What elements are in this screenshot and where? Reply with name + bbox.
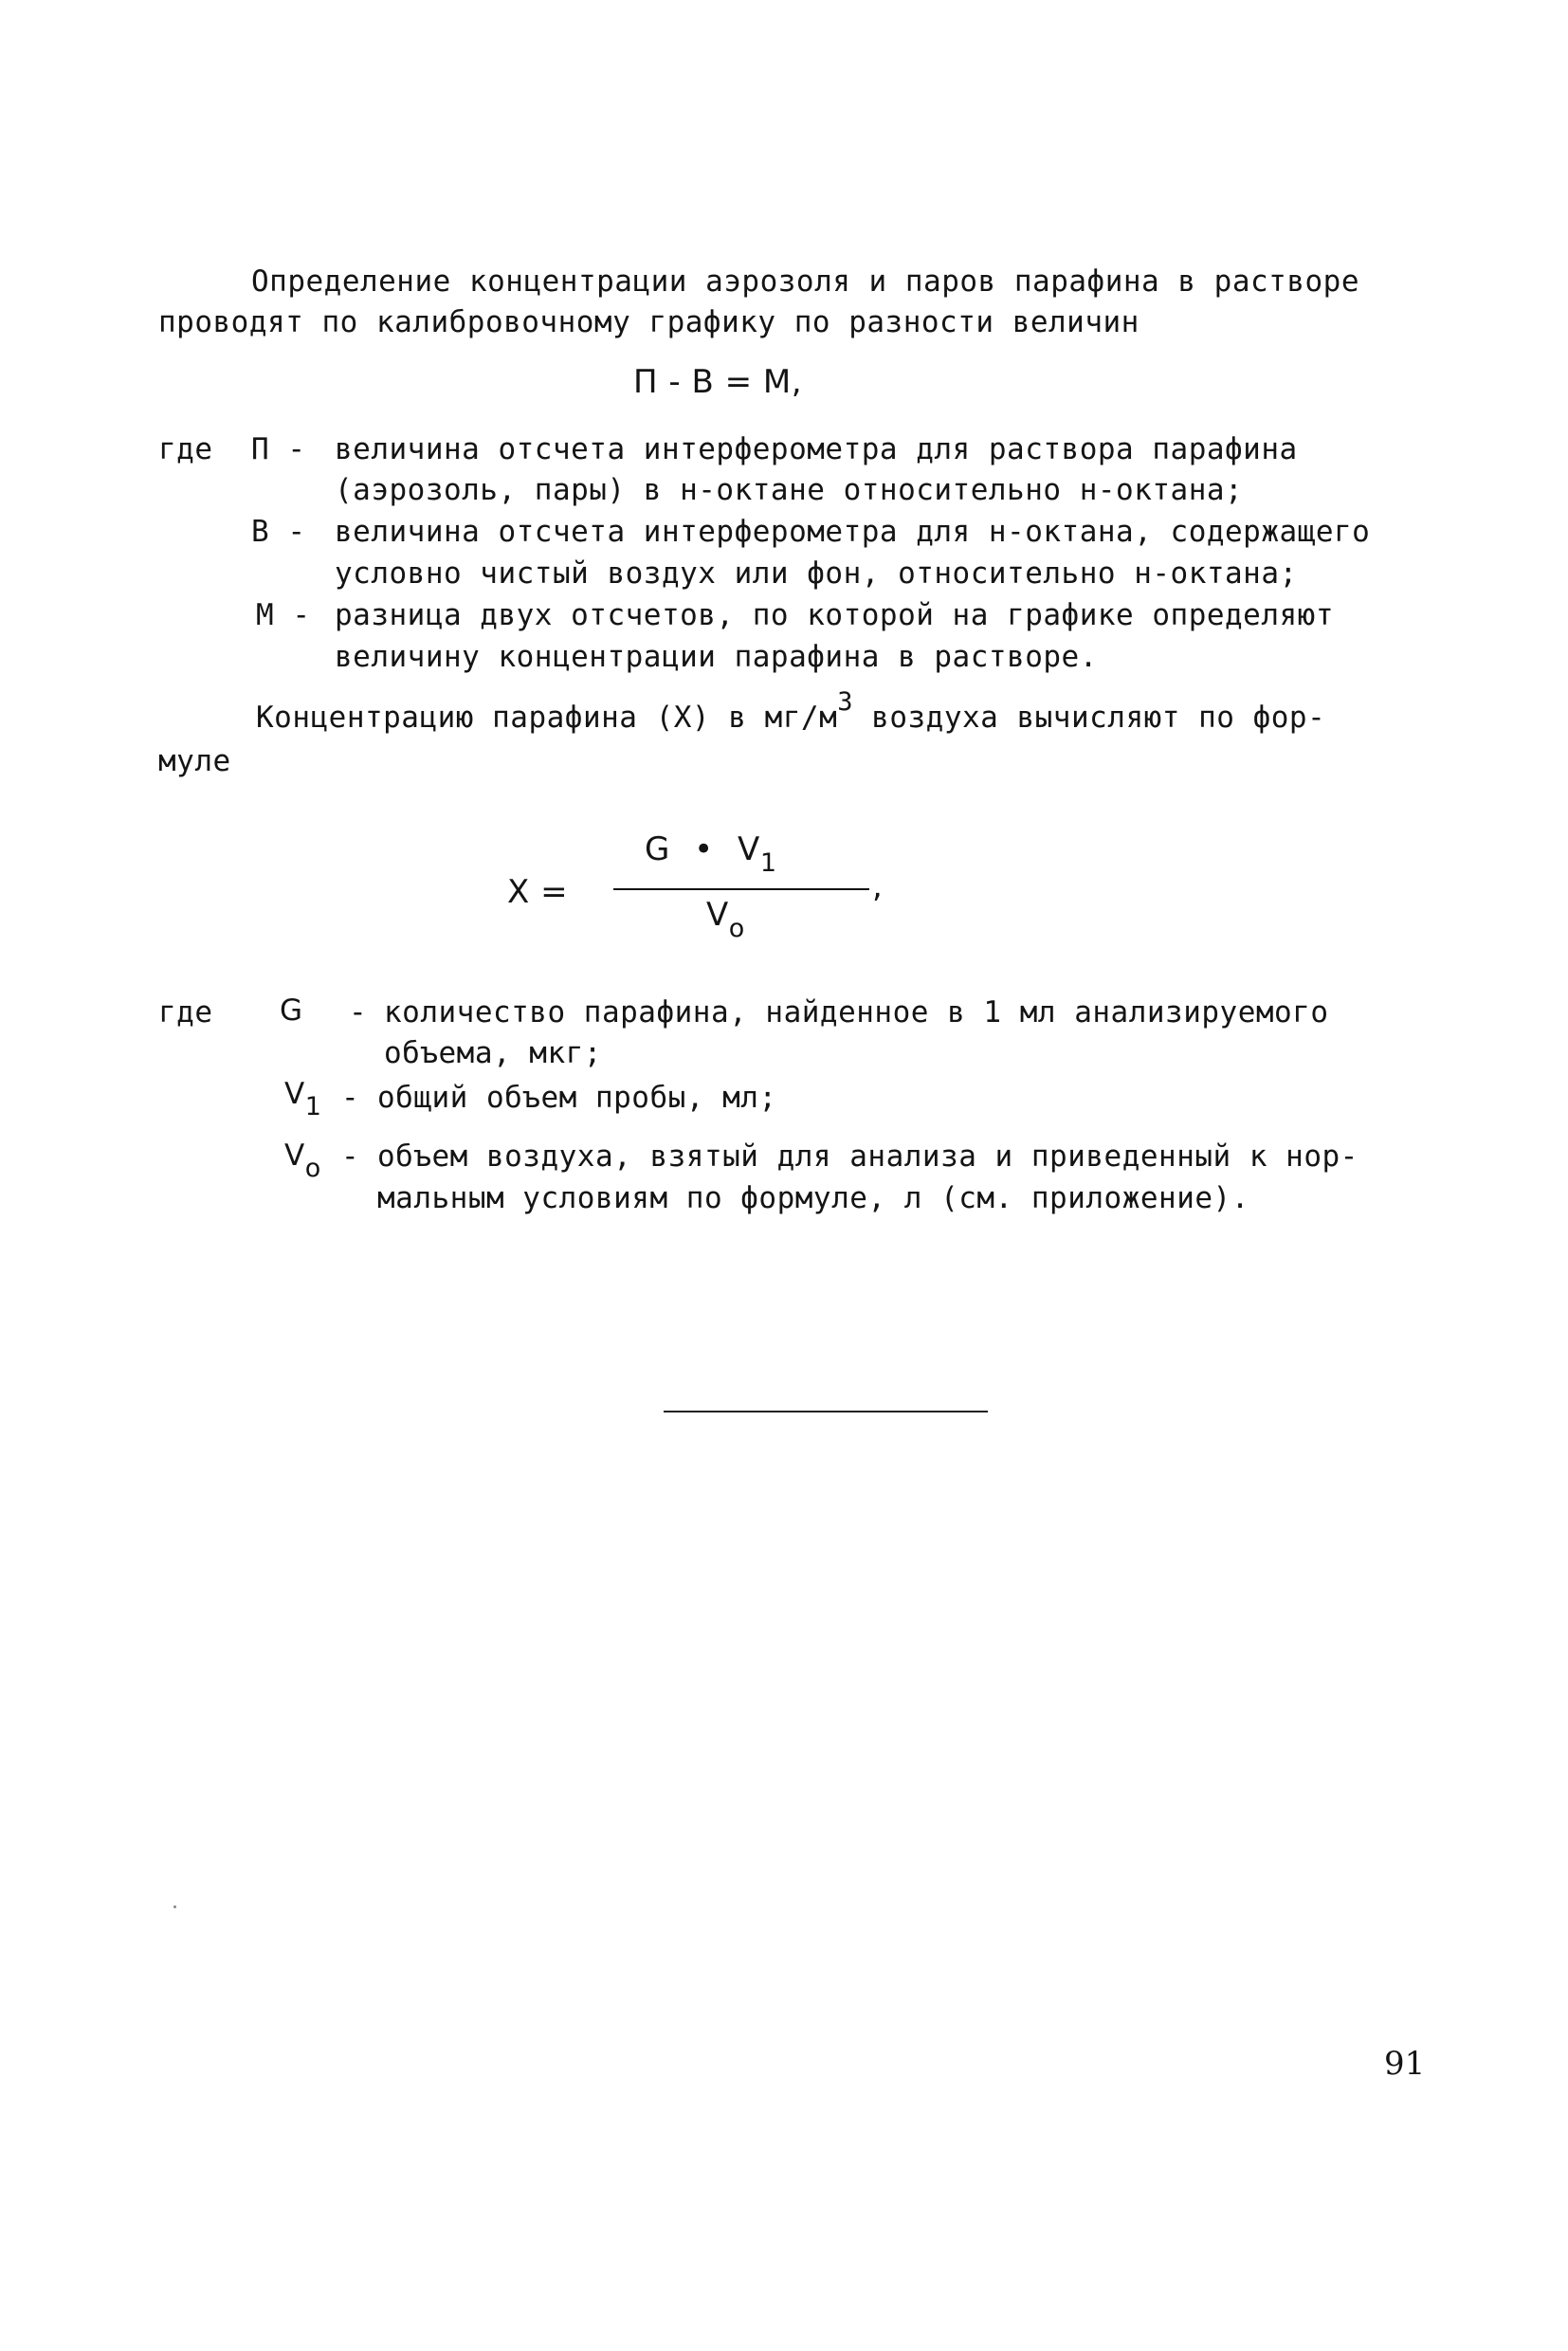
formula-trailing-comma: , (872, 867, 884, 905)
def-m-symbol: М - (256, 598, 311, 632)
numerator-v-subscript: 1 (759, 848, 777, 878)
def-m-line-2: величину концентрации парафина в растворе. (335, 640, 1098, 674)
para2-line-1 (256, 687, 1326, 738)
denominator-v: V (706, 896, 729, 934)
para2-text-a: Концентрацию парафина (X) в мг/м (256, 701, 838, 735)
denominator-v-subscript: o (728, 914, 745, 943)
para2-text-b: воздуха вычисляют по фор- (853, 701, 1326, 735)
formula-numerator (645, 830, 777, 878)
cubic-superscript: 3 (837, 687, 853, 717)
where-label-1: где (158, 432, 213, 466)
def-v0-line-2: мальным условиям по формуле, л (см. приложение). (377, 1181, 1249, 1215)
v1-subscript: 1 (304, 1092, 322, 1121)
def-v1-dash: - (341, 1081, 360, 1115)
def-p-line-1: величина отсчета интерферометра для раствора парафина (335, 432, 1298, 466)
def-v0-dash: - (341, 1139, 360, 1174)
def-b-line-2: условно чистый воздух или фон, относительно н-октана; (335, 556, 1298, 591)
def-g-line-2: объема, мкг; (384, 1036, 602, 1070)
fraction-bar (613, 888, 869, 890)
v0-subscript: o (304, 1154, 321, 1183)
def-p-symbol: П - (251, 432, 306, 466)
def-m-line-1: разница двух отсчетов, по которой на графике определяют (335, 598, 1334, 632)
def-v0-line-1: объем воздуха, взятый для анализа и приведенный к нор- (377, 1139, 1358, 1174)
def-g-dash: - (349, 995, 368, 1030)
numerator-dot: • (694, 830, 714, 868)
def-b-line-1: величина отсчета интерферометра для н-октана, содержащего (335, 515, 1371, 549)
def-v0-symbol (284, 1137, 321, 1183)
def-g-symbol: G (280, 993, 303, 1028)
intro-line-2: проводят по калибровочному графику по разности величин (158, 305, 1140, 339)
def-p-line-2: (аэрозоль, пары) в н-октане относительно н-октана; (335, 473, 1244, 507)
def-b-symbol: В - (251, 515, 306, 549)
numerator-v: V (738, 830, 760, 868)
equation-difference: П - В = М, (633, 363, 803, 401)
para2-line-2: муле (158, 744, 231, 778)
page-number: 91 (1384, 2045, 1426, 2083)
def-v1-line-1: общий объем пробы, мл; (377, 1081, 777, 1115)
where-label-2: где (158, 995, 213, 1030)
section-divider (664, 1411, 988, 1412)
def-v1-symbol (284, 1075, 322, 1121)
formula-lhs: X = (507, 873, 569, 911)
def-g-line-1: количество парафина, найденное в 1 мл анализируемого (384, 995, 1329, 1030)
v0-letter: V (284, 1139, 305, 1173)
numerator-g: G (645, 830, 670, 868)
intro-line-1: Определение концентрации аэрозоля и паров парафина в растворе (251, 264, 1359, 299)
scan-speck (173, 1905, 176, 1908)
formula-denominator (706, 896, 745, 943)
v1-letter: V (284, 1077, 305, 1111)
